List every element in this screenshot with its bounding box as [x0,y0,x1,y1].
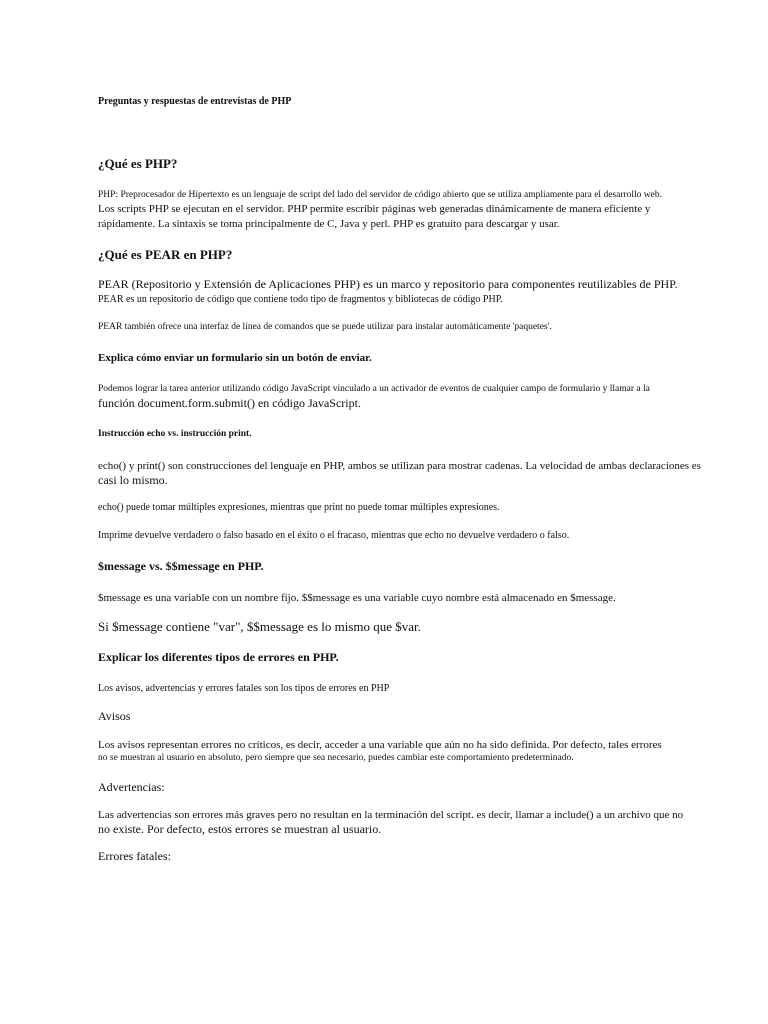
subheading-avisos: Avisos [98,709,131,723]
paragraph-line: rápidamente. La sintaxis se toma principalmente de C, Java y perl. PHP es gratuito para descargar y usar. [98,218,560,230]
paragraph-line: no se muestran al usuario en absoluto, pero siempre que sea necesario, puedes cambiar este comportamiento predeterminado. [98,753,574,763]
paragraph-line: echo() puede tomar múltiples expresiones, mientras que print no puede tomar múltiples expresiones. [98,502,500,513]
paragraph-line: Los avisos representan errores no críticos, es decir, acceder a una variable que aún no ha sido definida. Por defecto, tales errores [98,739,662,751]
heading-tipos-de-errores: Explicar los diferentes tipos de errores en PHP. [98,650,339,664]
paragraph-line: PEAR es un repositorio de código que contiene todo tipo de fragmentos y bibliotecas de código PHP. [98,294,503,305]
heading-enviar-formulario: Explica cómo enviar un formulario sin un botón de enviar. [98,352,372,364]
paragraph-line: función document.form.submit() en código JavaScript. [98,396,361,410]
paragraph-line: PEAR (Repositorio y Extensión de Aplicaciones PHP) es un marco y repositorio para componentes reutilizables de PHP. [98,277,678,291]
paragraph-line: $message es una variable con un nombre fijo. $$message es una variable cuyo nombre está almacenado en $message. [98,592,616,604]
paragraph-line: Imprime devuelve verdadero o falso basado en el éxito o el fracaso, mientras que echo no devuelve verdadero o falso. [98,530,570,541]
paragraph-line: Las advertencias son errores más graves pero no resultan en la terminación del script. es decir, llamar a include() a un archivo que no [98,809,684,821]
heading-que-es-pear: ¿Qué es PEAR en PHP? [98,247,233,262]
heading-echo-vs-print: Instrucción echo vs. instrucción print. [98,429,252,439]
subheading-advertencias: Advertencias: [98,780,165,794]
paragraph-line: casi lo mismo. [98,473,168,487]
paragraph-line: Los avisos, advertencias y errores fatales son los tipos de errores en PHP [98,683,390,694]
document-title: Preguntas y respuestas de entrevistas de PHP [98,96,292,107]
heading-que-es-php: ¿Qué es PHP? [98,156,178,171]
paragraph-line: PEAR también ofrece una interfaz de línea de comandos que se puede utilizar para instalar automáticamente 'paquetes'. [98,322,552,332]
paragraph-line: PHP: Preprocesador de Hipertexto es un lenguaje de script del lado del servidor de código abierto que se utiliza ampliamente para el desarrollo web. [98,190,663,200]
paragraph-line: no existe. Por defecto, estos errores se muestran al usuario. [98,822,382,836]
subheading-errores-fatales: Errores fatales: [98,849,171,863]
paragraph-line: Podemos lograr la tarea anterior utilizando código JavaScript vinculado a un activador de eventos de cualquier campo de formulario y llamar a la [98,384,650,394]
heading-message-vs-message: $message vs. $$message en PHP. [98,559,264,573]
paragraph-line: echo() y print() son construcciones del lenguaje en PHP, ambos se utilizan para mostrar cadenas. La velocidad de ambas declaraciones es [98,460,701,472]
paragraph-line: Los scripts PHP se ejecutan en el servidor. PHP permite escribir páginas web generadas dinámicamente de manera eficiente y [98,203,651,215]
paragraph-line: Si $message contiene "var", $$message es lo mismo que $var. [98,619,421,634]
